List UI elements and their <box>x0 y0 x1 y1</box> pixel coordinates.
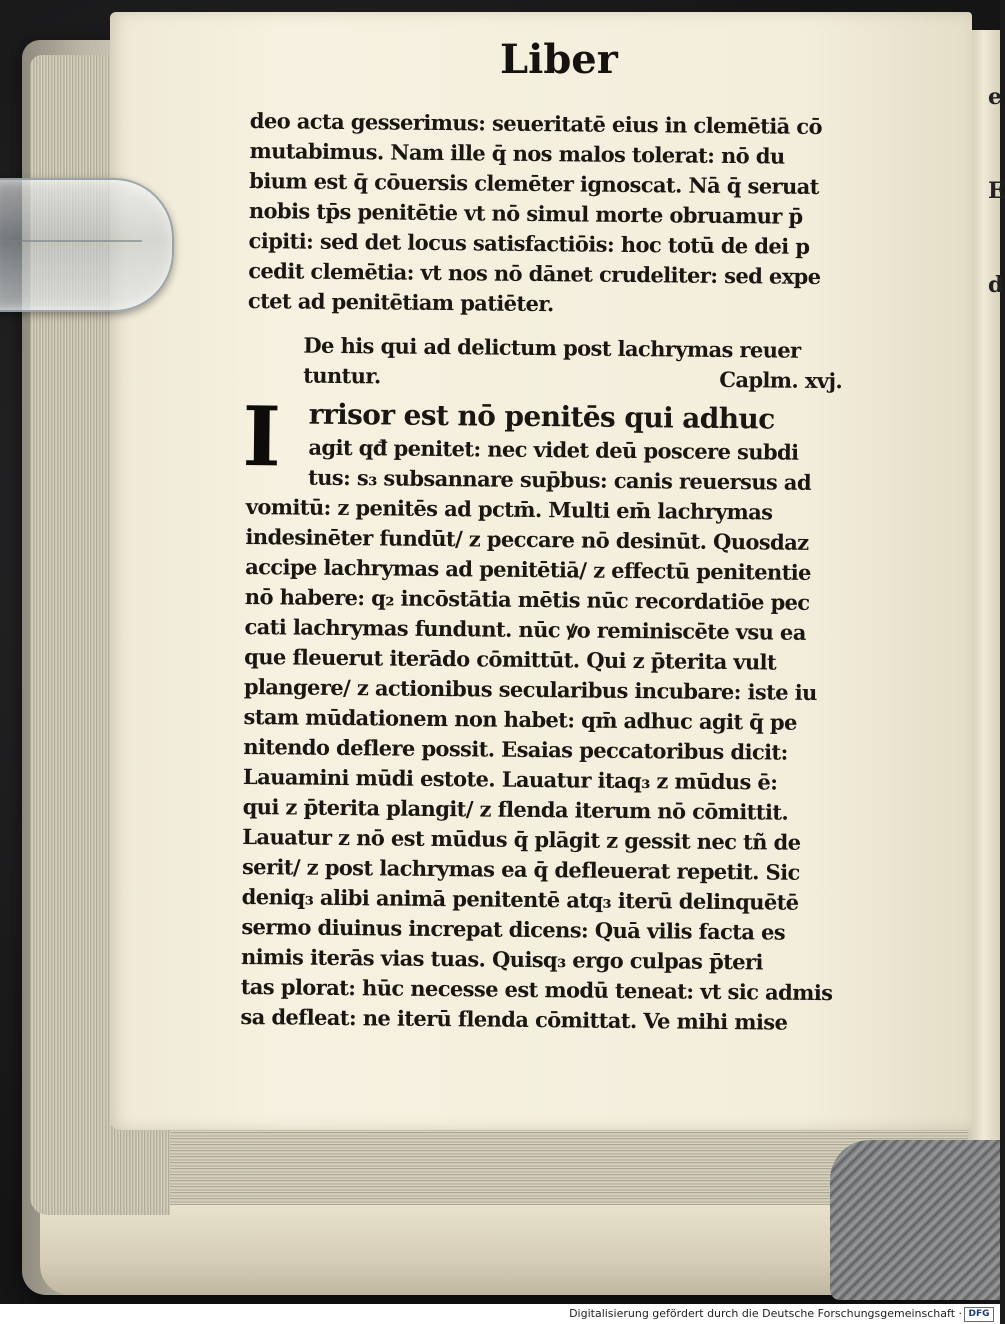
top-paragraph <box>248 106 855 322</box>
footer-credit: Digitalisierung gefördert durch die Deutsche Forschungsgemeinschaft · <box>569 1307 962 1320</box>
text-line: nobis tp̄s penitētie vt nō simul morte obruamur p̄ <box>248 197 803 229</box>
first-line: rrisor est nō penitēs qui adhuc <box>308 397 775 436</box>
text-line: qui z p̄terita plangit/ z flenda iterum nō cōmittit. <box>242 793 789 825</box>
text-line: accipe lachrymas ad penitētiā/ z effectū penitentie <box>245 553 812 585</box>
text-line: mutabimus. Nam ille q̄ nos malos tolerat: nō du <box>249 137 785 169</box>
chapter-body <box>240 388 852 1038</box>
heading-line: De his qui ad delictum post lachrymas reuer <box>303 332 801 363</box>
text-line: nimis iterās vias tuas. Quisq₃ ergo culpas p̄teri <box>240 943 763 975</box>
text-line: cipiti: sed det locus satisfactiōis: hoc totū de dei p <box>248 227 810 259</box>
text-line: bium est q̄ cōuersis clemēter ignoscat. Nā q̄ seruat <box>249 167 819 199</box>
text-line: cedit clemētia: vt nos nō dānet crudeliter: sed expe <box>248 257 821 289</box>
text-line: vomitū: z penitēs ad pctm̄. Multi em̄ lachrymas <box>245 493 773 525</box>
text-line: tus: s₃ subsannare sup̄bus: canis reuersus ad <box>307 464 812 495</box>
text-line: ctet ad penitētiam patiēter. <box>247 287 554 317</box>
text-line: indesinēter fundūt/ z peccare nō desinūt. Quosdaz <box>245 523 809 555</box>
heading-line-with-chapter <box>303 361 852 397</box>
dfg-logo: DFG <box>964 1307 994 1322</box>
text-line: serit/ z post lachrymas ea q̄ defleuerat repetit. Sic <box>241 853 800 885</box>
chapter-label: Caplm. xvj. <box>719 366 843 394</box>
page-text <box>240 106 855 1038</box>
text-line: sermo diuinus increpat dicens: Quā vilis facta es <box>241 913 786 945</box>
text-line: deniq₃ alibi animā penitentē atq₃ iterū delinquētē <box>241 883 799 915</box>
binding-bottom <box>40 1205 840 1295</box>
text-line: sa defleat: ne iterū flenda cōmittat. Ve mihi mise <box>240 1003 788 1035</box>
page-clip <box>0 178 174 312</box>
clip-edge-line <box>0 240 142 242</box>
spine-edge <box>830 1140 1000 1300</box>
heading-line: tuntur. <box>303 362 381 389</box>
decorated-initial: I <box>242 388 282 486</box>
text-line: nitendo deflere possit. Esaias peccatoribus dicit: <box>243 733 788 765</box>
text-line: nō habere: q₂ incōstātia mētis nūc recordatiōe pec <box>244 583 810 615</box>
facing-letter: d <box>988 272 1004 298</box>
text-line: que fleuerut iterādo cōmittūt. Qui z p̄terita vult <box>244 643 777 675</box>
running-head: Liber <box>500 36 618 83</box>
text-line: Lauamini mūdi estote. Lauatur itaq₃ z mūdus ē: <box>242 763 778 795</box>
facing-letter: e <box>988 84 1002 110</box>
text-line: plangere/ z actionibus secularibus incubare: iste iu <box>243 673 817 705</box>
text-line: tas plorat: hūc necesse est modū teneat: vt sic admis <box>240 973 833 1006</box>
text-line: deo acta gesserimus: seueritatē eius in clemētiā cō <box>249 107 823 139</box>
facing-letter: E <box>988 178 1005 204</box>
text-line: stam mūdationem non habet: qm̄ adhuc agit q̄ pe <box>243 703 797 735</box>
text-line: cati lachrymas fundunt. nūc ꝟo reminiscēte vsu ea <box>244 613 806 645</box>
text-line: Lauatur z nō est mūdus q̄ plāgit z gessit nec tñ de <box>242 823 801 855</box>
facing-page-letters <box>988 80 1005 302</box>
text-line: agit qđ penitet: nec videt deū poscere subdi <box>308 434 799 465</box>
chapter-heading <box>247 330 853 396</box>
